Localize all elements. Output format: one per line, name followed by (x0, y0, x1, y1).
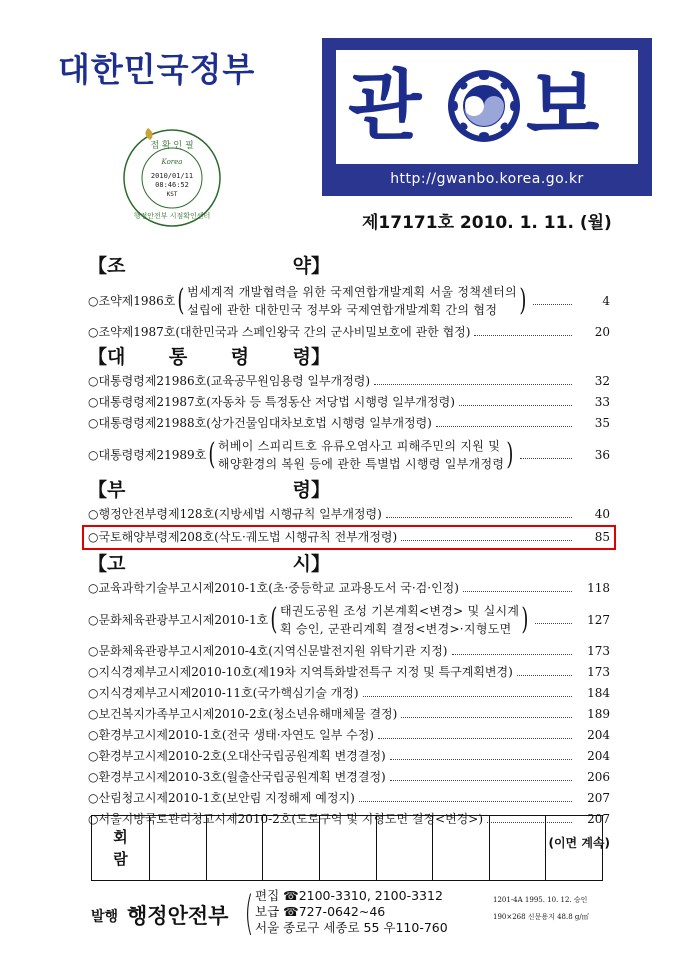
page-number: 20 (594, 325, 610, 339)
page-number: 40 (594, 507, 610, 521)
circulation-cell[interactable] (490, 816, 547, 880)
stamp-bottom-text: 행정안전부 시점확인센터 (133, 212, 211, 220)
page-number: 85 (594, 530, 610, 544)
table-of-contents (88, 252, 610, 851)
toc-entry[interactable]: ○조약제1986호 ( 범세계적 개발협력을 위한 국제연합개발계획 서울 정책센터의 설립에 관한 대한민국 정부와 국제연합개발계획 간의 협정 ) 4 (88, 283, 610, 318)
toc-entry[interactable]: ○환경부고시제2010-1호(전국 생태·자연도 일부 수정) 204 (88, 725, 610, 746)
page-number: 184 (587, 686, 610, 700)
page-number: 118 (587, 581, 610, 595)
masthead-title-2: 보 (526, 61, 600, 150)
toc-entry[interactable]: ○환경부고시제2010-3호(월출산국립공원계획 변경결정) 206 (88, 767, 610, 788)
page-number: 32 (594, 374, 610, 388)
toc-entry[interactable]: ○환경부고시제2010-2호(오대산국립공원계획 변경결정) 204 (88, 746, 610, 767)
gazette-masthead (322, 38, 652, 196)
circulation-cell[interactable] (263, 816, 320, 880)
page-number: 33 (594, 395, 610, 409)
circulation-box (91, 815, 603, 881)
stamp-tz: KST (166, 191, 178, 198)
section-heading: 【부 령】 (88, 479, 330, 501)
toc-entry[interactable]: ○서울지방국토관리청고시제2010-2호(도로구역 및 지형도면 결정<변경>) 207 (88, 809, 610, 830)
toc-entry[interactable]: ○산림청고시제2010-1호(보안림 지정해제 예정지) 207 (88, 788, 610, 809)
page-number: 204 (587, 749, 610, 763)
section-heading: 【고 시】 (88, 553, 330, 575)
toc-entry[interactable]: ○보건복지가족부고시제2010-2호(청소년유해매체물 결정) 189 (88, 704, 610, 725)
page-number: 36 (594, 447, 610, 462)
toc-entry[interactable]: ○지식경제부고시제2010-10호(제19차 지역특화발전특구 지정 및 특구계획변경) 173 (88, 662, 610, 683)
page-number: 207 (587, 812, 610, 826)
page-number: 173 (587, 644, 610, 658)
toc-entry[interactable]: ○문화체육관광부고시제2010-1호 ( 태권도공원 조성 기본계획<변경> 및 실시계 획 승인, 군관리계획 결정<변경>·지형도면 ) 127 (88, 602, 610, 637)
brace: ( (244, 886, 254, 940)
toc-entry[interactable]: ○교육과학기술부고시제2010-1호(초·중등학교 교과용도서 국·검·인정) 118 (88, 578, 610, 599)
publisher-footer (91, 888, 611, 938)
continued-note: (이면 계속) (548, 836, 610, 850)
stamp-time: 08:46:52 (155, 181, 189, 189)
taegeuk-emblem-icon (446, 68, 522, 144)
stamp-top-text: 접 확 인 필 (150, 141, 194, 151)
section-heading: 【대 통 령 령】 (88, 346, 330, 368)
section-heading: 【조 약】 (88, 255, 330, 277)
circulation-cell[interactable] (433, 816, 490, 880)
toc-entry[interactable]: ○대통령령제21987호(자동차 등 특정동산 저당법 시행령 일부개정령) 33 (88, 392, 610, 413)
highlighted-entry[interactable]: ○국토해양부령제208호(삭도·궤도법 시행규칙 전부개정령) 85 (84, 527, 614, 548)
approval-info: 1201-4A 1995. 10. 12. 승인 190×268 신문용지 48.8 g/㎡ (493, 896, 589, 921)
masthead-title-1: 관 (348, 61, 422, 150)
stamp-date: 2010/01/11 (150, 172, 194, 180)
circulation-cell[interactable] (207, 816, 264, 880)
circulation-cell[interactable] (377, 816, 434, 880)
toc-entry[interactable]: ○대통령령제21986호(교육공무원임용령 일부개정령) 32 (88, 371, 610, 392)
toc-entry[interactable]: ○조약제1987호(대한민국과 스페인왕국 간의 군사비밀보호에 관한 협정) 20 (88, 322, 610, 343)
circulation-cell[interactable] (150, 816, 207, 880)
gazette-url[interactable]: http://gwanbo.korea.go.kr (390, 171, 584, 187)
toc-entry[interactable]: ○대통령령제21989호 ( 허베이 스피리트호 유류오염사고 피해주민의 지원 및 해양환경의 복원 등에 관한 특별법 시행령 일부개정령 ) 36 (88, 437, 610, 472)
toc-entry[interactable]: ○문화체육관광부고시제2010-4호(지역신문발전지원 위탁기관 지정) 173 (88, 641, 610, 662)
publisher-name: 행정안전부 (127, 904, 229, 928)
page-number: 206 (587, 770, 610, 784)
issue-number-date: 제17171호 2010. 1. 11. (월) (362, 213, 612, 233)
stamp-korea: Korea (161, 158, 183, 166)
toc-entry[interactable]: ○대통령령제21988호(상가건물임대차보호법 시행령 일부개정령) 35 (88, 413, 610, 434)
toc-entry[interactable]: ○지식경제부고시제2010-11호(국가핵심기술 개정) 184 (88, 683, 610, 704)
page-number: 189 (587, 707, 610, 721)
page-number: 127 (587, 612, 610, 627)
page-number: 4 (602, 293, 610, 308)
toc-entry[interactable]: ○행정안전부령제128호(지방세법 시행규칙 일부개정령) 40 (88, 504, 610, 525)
page-number: 207 (587, 791, 610, 805)
government-name: 대한민국정부 (58, 50, 256, 89)
publisher-label: 발행 (91, 909, 119, 925)
circulation-label: 회 람 (92, 816, 150, 880)
page-number: 173 (587, 665, 610, 679)
circulation-cell[interactable] (546, 816, 602, 880)
circulation-cell[interactable] (320, 816, 377, 880)
timestamp-seal (120, 126, 224, 230)
page-number: 204 (587, 728, 610, 742)
publisher-contacts: 편집 ☎2100-3310, 2100-3312 보급 ☎727-0642~46 서울 종로구 세종로 55 우110-760 (255, 888, 448, 935)
page-number: 35 (594, 416, 610, 430)
